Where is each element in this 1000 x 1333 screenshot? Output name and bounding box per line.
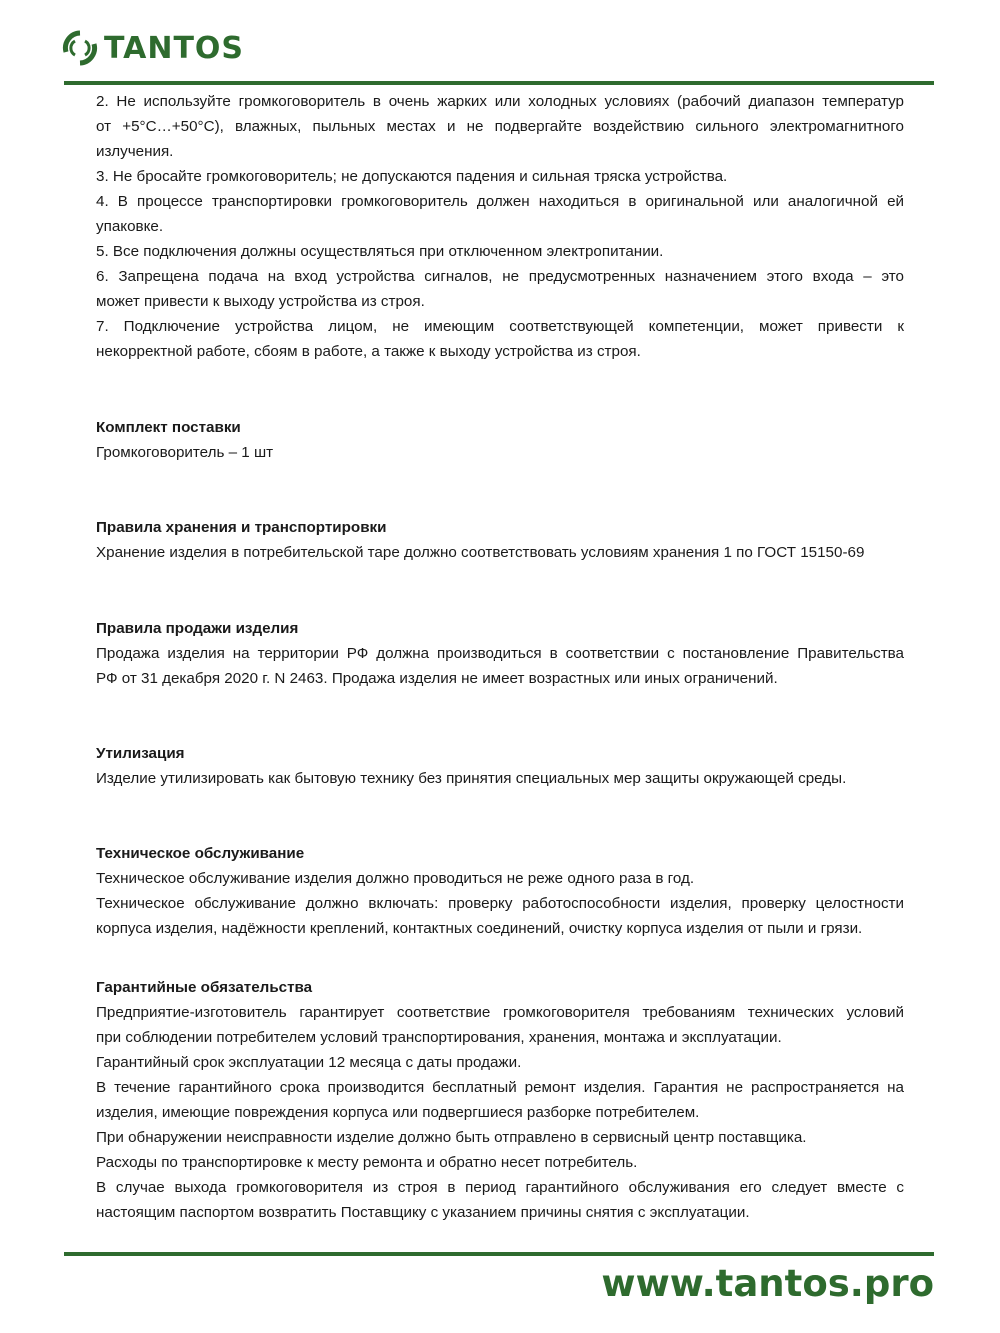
text-line: Хранение изделия в потребительской таре должно соответствовать условиям хранения 1 по ГОСТ 15150-69 — [96, 544, 865, 561]
instruction-item — [96, 314, 904, 364]
text-line: некорректной работе, сбоям в работе, а также к выходу устройства из строя. — [96, 343, 641, 360]
section-heading: Правила хранения и транспортировки — [96, 519, 387, 536]
text-line: от +5°С…+50°С), влажных, пыльных местах и не подвергайте воздействию сильного электромагнитного — [96, 118, 904, 135]
section — [96, 741, 904, 791]
section — [96, 515, 904, 565]
text-line: Гарантийный срок эксплуатации 12 месяца с даты продажи. — [96, 1054, 522, 1071]
text-line: Расходы по транспортировке к месту ремонта и обратно несет потребитель. — [96, 1154, 638, 1171]
instruction-item — [96, 89, 904, 164]
instruction-item — [96, 164, 904, 189]
section-heading: Комплект поставки — [96, 419, 241, 436]
paragraph — [96, 540, 904, 565]
paragraph — [96, 1175, 904, 1225]
text-line: излучения. — [96, 143, 174, 160]
paragraph — [96, 440, 904, 465]
text-line: При обнаружении неисправности изделие должно быть отправлено в сервисный центр поставщика. — [96, 1129, 807, 1146]
tantos-logo — [62, 30, 244, 66]
section-heading: Утилизация — [96, 745, 185, 762]
text-line: может привести к выходу устройства из строя. — [96, 293, 425, 310]
text-line: корпуса изделия, надёжности креплений, контактных соединений, очистку корпуса изделия от пыли и грязи. — [96, 920, 863, 937]
website-url[interactable]: www.tantos.pro — [601, 1262, 934, 1305]
brand-name: TANTOS — [104, 30, 245, 66]
text-line: 7. Подключение устройства лицом, не имеющим соответствующей компетенции, может привести к — [96, 318, 904, 335]
text-line: В течение гарантийного срока производится бесплатный ремонт изделия. Гарантия не распространяется на — [96, 1079, 904, 1096]
paragraph — [96, 1000, 904, 1050]
text-line: Техническое обслуживание изделия должно проводиться не реже одного раза в год. — [96, 870, 695, 887]
text-line: 5. Все подключения должны осуществляться при отключенном электропитании. — [96, 243, 664, 260]
paragraph — [96, 1075, 904, 1125]
instruction-item — [96, 189, 904, 239]
paragraph — [96, 1050, 904, 1075]
text-line: изделия, имеющие повреждения корпуса или подвергшиеся разборке потребителем. — [96, 1104, 700, 1121]
section-heading: Правила продажи изделия — [96, 620, 299, 637]
tantos-emblem-icon — [62, 30, 98, 66]
text-line: 2. Не используйте громкоговоритель в очень жарких или холодных условиях (рабочий диапазон температур — [96, 93, 904, 110]
text-line: В случае выхода громкоговорителя из строя в период гарантийного обслуживания его следует вместе с — [96, 1179, 904, 1196]
text-line: Продажа изделия на территории РФ должна производиться в соответствии с постановление Правительства — [96, 645, 904, 662]
text-line: 3. Не бросайте громкоговоритель; не допускаются падения и сильная тряска устройства. — [96, 168, 728, 185]
section — [96, 616, 904, 691]
section-heading: Гарантийные обязательства — [96, 979, 313, 996]
text-line: при соблюдении потребителем условий транспортирования, хранения, монтажа и эксплуатации. — [96, 1029, 782, 1046]
text-line: Громкоговоритель – 1 шт — [96, 444, 274, 461]
paragraph — [96, 641, 904, 691]
footer-divider — [64, 1252, 934, 1256]
text-line: Предприятие-изготовитель гарантирует соответствие громкоговорителя требованиям технических условий — [96, 1004, 904, 1021]
section — [96, 415, 904, 465]
paragraph — [96, 1125, 904, 1150]
paragraph — [96, 1150, 904, 1175]
text-line: 6. Запрещена подача на вход устройства сигналов, не предусмотренных назначением этого входа – это — [96, 268, 904, 285]
text-line: упаковке. — [96, 218, 164, 235]
safety-instructions — [96, 89, 904, 364]
text-line: Изделие утилизировать как бытовую технику без принятия специальных мер защиты окружающей среды. — [96, 770, 847, 787]
instruction-item — [96, 239, 904, 264]
section — [96, 841, 904, 941]
section — [96, 975, 904, 1225]
section-heading: Техническое обслуживание — [96, 845, 305, 862]
text-line: РФ от 31 декабря 2020 г. N 2463. Продажа изделия не имеет возрастных или иных ограничений. — [96, 670, 778, 687]
paragraph — [96, 866, 904, 891]
text-line: 4. В процессе транспортировки громкоговоритель должен находиться в оригинальной или аналогичной ей — [96, 193, 904, 210]
paragraph — [96, 766, 904, 791]
header-divider — [64, 81, 934, 85]
text-line: настоящим паспортом возвратить Поставщику с указанием причины снятия с эксплуатации. — [96, 1204, 750, 1221]
text-line: Техническое обслуживание должно включать: проверку работоспособности изделия, проверку целостности — [96, 895, 904, 912]
instruction-item — [96, 264, 904, 314]
paragraph — [96, 891, 904, 941]
